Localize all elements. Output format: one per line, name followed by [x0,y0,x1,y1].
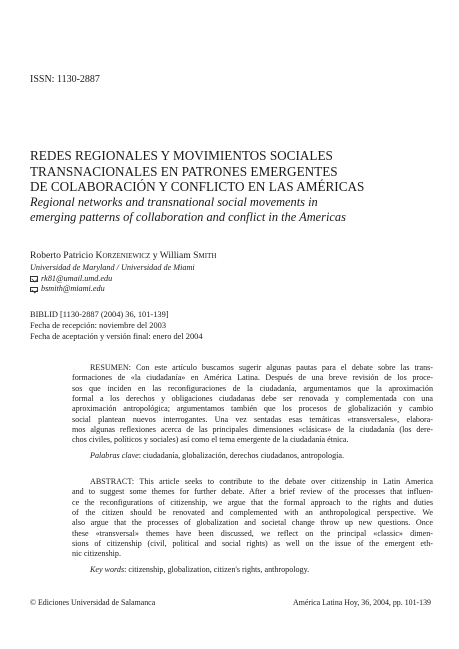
bibliographic-info [30,310,203,342]
resumen-paragraph [72,363,433,446]
title-line: emerging patterns of collaboration and conflict in the Americas [30,210,346,225]
email-address[interactable]: bsmith@miami.edu [41,284,105,294]
author-last-name: Korzeniewicz [95,250,151,261]
author-last-name: Smith [193,250,217,261]
resumen-line: sos que inciden en las reconfiguraciones de la ciudadanía, argumentamos que la aproximación [72,383,433,393]
author-first-name: William [159,250,194,261]
keywords-list: : citizenship, globalization, citizen's rights, anthropology. [124,565,310,574]
article-title-spanish [30,148,440,195]
keywords-list: : ciudadanía, globalización, derechos ciudadanos, antropología. [138,451,344,460]
issn-label: ISSN: 1130-2887 [30,74,100,85]
palabras-clave [72,451,344,460]
footer-citation: América Latina Hoy, 36, 2004, pp. 101-139 [293,598,431,607]
resumen-line: RESUMEN: Con este artículo buscamos sugerir algunas pautas para el debate sobre las trans- [90,363,433,372]
title-line: DE COLABORACIÓN Y CONFLICTO EN LAS AMÉRICAS [30,179,365,195]
email-address[interactable]: rk81@umail.umd.edu [41,273,113,283]
envelope-icon [30,287,38,293]
resumen-line: formaciones de «la ciudadanía» en América Latina. Después de una breve revisión de los proce- [72,373,433,383]
envelope-icon [30,276,38,282]
abstract-line: ce the reconfigurations of citizenship, we argue that the formal approach to the rights and duties [72,497,433,507]
title-line: Regional networks and transnational social movements in [30,195,318,209]
author-first-name: Roberto Patricio [30,250,96,261]
author-affiliation-block [30,263,195,295]
title-line: REDES REGIONALES Y MOVIMIENTOS SOCIALES [30,148,333,163]
author-line [30,250,216,261]
abstract-line: also argue that the processes of globalization and societal change throw up new questions. Once [72,518,433,528]
abstract-line: sions of citizenship (civil, political and social rights) as well on the issue of the emergent eth- [72,539,433,549]
received-date: Fecha de recepción: noviembre del 2003 [30,320,167,330]
abstract-line: these «transversal» themes have been discussed, we reflect on the principal «classic» dimen- [72,528,433,538]
author-conjunction: y [150,250,160,261]
keywords-label: Palabras clave [90,451,139,460]
biblid-line: BIBLID [1130-2887 (2004) 36, 101-139] [30,310,169,319]
abstract-line: nic citizenship. [72,549,121,559]
affiliation: Universidad de Maryland / Universidad de Miami [30,263,195,272]
resumen-line: aproximación antropológica; argumentamos también que los procesos de globalización y cambio [72,404,433,414]
resumen-line: mos algunas reflexiones acerca de las principales dimensiones «clásicas» de la ciudadanía (los dere- [72,425,433,435]
resumen-line: formal a los derechos y obligaciones ciudadanas debe ser renovada y complementada con una [72,394,433,404]
resumen-line: social plantean nuevos interrogantes. Una vez sentadas esas temáticas «transversales», elabora- [72,414,433,424]
resumen-line: chos civiles, políticos y sociales) así como el tema emergente de la ciudadanía étnica. [72,435,349,445]
keywords-label: Key words [90,565,125,574]
key-words [72,565,309,574]
email-row [30,284,195,295]
abstract-line: and to suggest some themes for further debate. After a brief review of the processes that influen- [72,487,433,497]
abstract-paragraph [72,477,433,560]
footer-publisher: © Ediciones Universidad de Salamanca [30,598,156,607]
email-row [30,274,195,285]
accepted-date: Fecha de aceptación y versión final: enero del 2004 [30,331,203,341]
abstract-line: ABSTRACT: This article seeks to contribute to the debate over citizenship in Latin America [90,477,433,486]
article-title-english [30,195,440,225]
abstract-line: of the citizen should be renovated and complemented with an anthropological perspective. We [72,508,433,518]
title-line: TRANSNACIONALES EN PATRONES EMERGENTES [30,163,338,179]
